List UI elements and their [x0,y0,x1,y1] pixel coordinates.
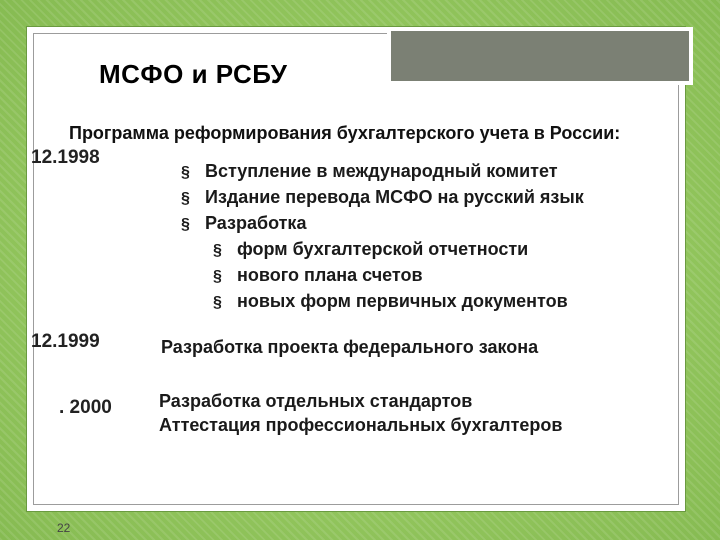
slide-title: МСФО и РСБУ [99,59,288,89]
bullet-icon: § [213,242,222,259]
list-subitem-text: нового плана счетов [237,265,423,285]
text-line: Разработка проекта федерального закона [161,337,539,357]
bullet-list-1998 [181,159,584,315]
list-item [181,185,584,211]
bullet-icon: § [181,164,190,181]
list-item [181,159,584,185]
page-number: 22 [57,521,71,535]
list-item-text: Издание перевода МСФО на русский язык [205,187,584,207]
list-subitem-text: форм бухгалтерской отчетности [237,239,529,259]
slide-subtitle: Программа реформирования бухгалтерского учета в России: [69,123,621,143]
text-line: Разработка отдельных стандартов [159,391,473,411]
bullet-icon: § [181,216,190,233]
list-item-text: Вступление в международный комитет [205,161,558,181]
list-item [181,211,584,237]
bullet-icon: § [213,268,222,285]
slide-panel [26,26,686,535]
list-subitem [181,289,584,315]
date-label-2000: . 2000 [59,397,112,418]
date-label-1998: 12.1998 [31,147,100,168]
date-label-1999: 12.1999 [31,331,100,352]
text-line: Аттестация профессиональных бухгалтеров [159,415,563,435]
bullet-icon: § [213,294,222,311]
list-subitem-text: новых форм первичных документов [237,291,568,311]
header-tab-decoration [387,27,693,85]
list-item-text: Разработка [205,213,307,233]
text-block-2000 [159,389,562,437]
text-block-1999 [161,335,538,359]
list-subitem [181,237,584,263]
bullet-icon: § [181,190,190,207]
list-subitem [181,263,584,289]
